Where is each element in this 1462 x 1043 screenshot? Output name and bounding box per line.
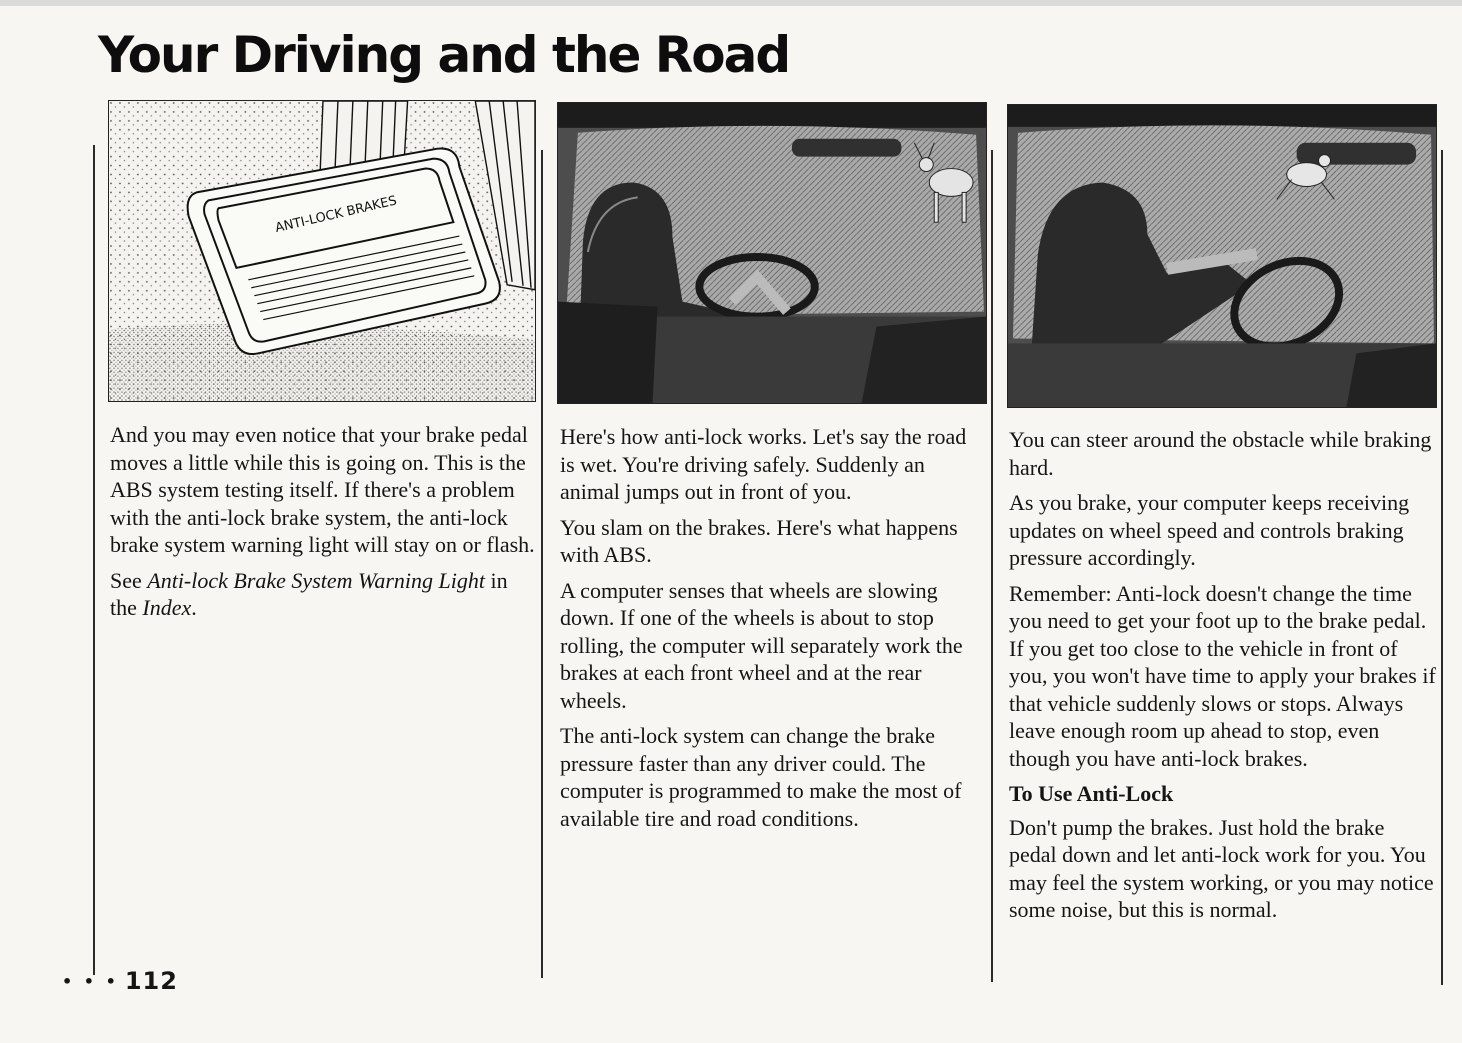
column-3 (1009, 426, 1437, 932)
brake-pedal-illustration (108, 100, 536, 402)
folio-dots: • • • (62, 972, 119, 991)
pedal-label: ANTI-LOCK BRAKES (273, 193, 399, 237)
driver-deer-illustration (557, 102, 987, 404)
driver-steering-icon (1008, 105, 1436, 407)
col1-paragraph-1: And you may even notice that your brake pedal moves a little while this is going on. This is the ABS system testing itself. If there's a problem with the anti-lock brake system, the anti-lock brake system warning light will stay on or flash. (110, 422, 535, 557)
page-title: Your Driving and the Road (98, 26, 790, 84)
col2-paragraph-2: You slam on the brakes. Here's what happens with ABS. (560, 514, 958, 567)
brake-pedal-icon (109, 101, 535, 401)
col1-period: . (191, 595, 197, 620)
page-number-value: 112 (124, 967, 178, 995)
left-margin-rule (93, 145, 95, 975)
to-use-anti-lock-heading: To Use Anti-Lock (1009, 781, 1174, 806)
column-rule-1 (541, 150, 543, 978)
column-2 (560, 423, 985, 840)
column-rule-2 (991, 150, 993, 982)
warning-light-reference: Anti-lock Brake System Warning Light (147, 567, 485, 593)
driver-deer-icon (558, 103, 986, 403)
col1-in-the-text: in the (110, 567, 508, 620)
col3-paragraph-1: You can steer around the obstacle while braking hard. (1009, 427, 1432, 480)
top-rule (0, 0, 1462, 6)
col3-paragraph-4: Don't pump the brakes. Just hold the brake pedal down and let anti-lock work for you. You may feel the system working, or you may notice some noise, but this is normal. (1009, 814, 1434, 922)
col1-paragraph-2 (110, 567, 535, 622)
col2-paragraph-3: A computer senses that wheels are slowing down. If one of the wheels is about to stop rolling, the computer will separately work the brakes at each front wheel and at the rear wheels. (560, 577, 963, 713)
col3-paragraph-3: Remember: Anti-lock doesn't change the time you need to get your foot up to the brake pedal. If you get too close to the vehicle in front of you, you won't have time to apply your brakes if that vehicle suddenly slows or stops. Always leave enough room up ahead to stop, even though you have anti-lock brakes. (1009, 580, 1436, 771)
col2-paragraph-1: Here's how anti-lock works. Let's say the road is wet. You're driving safely. Suddenly an animal jumps out in front of you. (560, 424, 967, 504)
col2-paragraph-4: The anti-lock system can change the brake pressure faster than any driver could. The computer is programmed to make the most of available tire and road conditions. (560, 723, 962, 831)
column-1 (110, 421, 535, 630)
index-reference: Index (142, 595, 192, 620)
col1-see-text: See (110, 567, 148, 593)
page-number (62, 967, 178, 995)
col3-paragraph-2: As you brake, your computer keeps receiving updates on wheel speed and controls braking pressure accordingly. (1009, 490, 1410, 570)
driver-steering-illustration (1007, 104, 1437, 408)
right-margin-rule (1441, 150, 1443, 985)
